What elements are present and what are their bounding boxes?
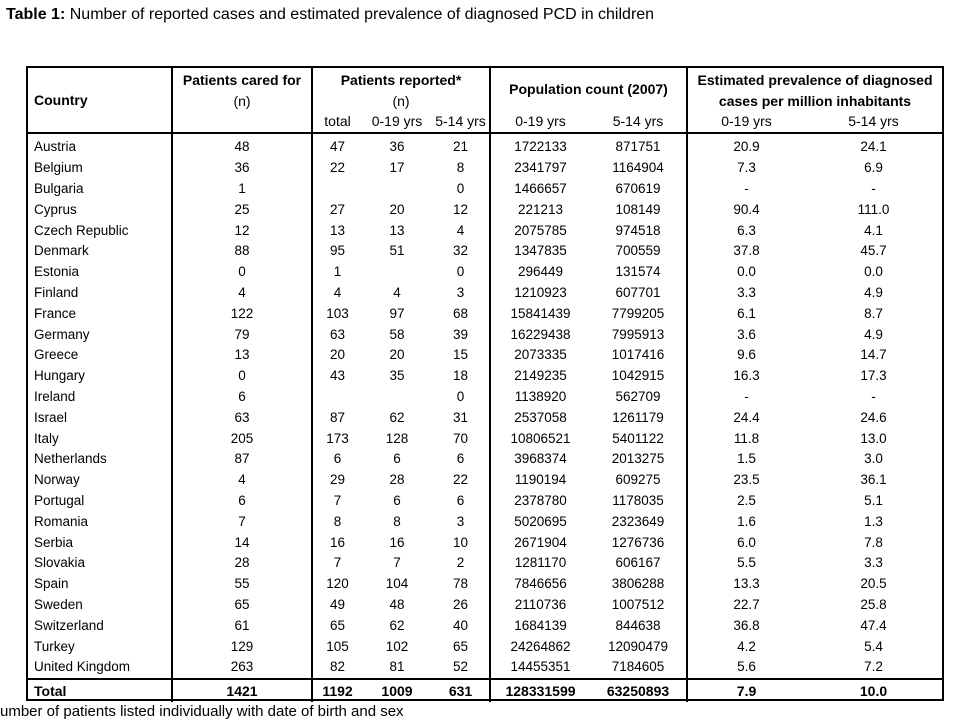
table-body bbox=[28, 133, 942, 679]
subheader-cell: total bbox=[312, 110, 362, 133]
data-cell: 7995913 bbox=[590, 324, 687, 345]
data-cell: 45.7 bbox=[860, 243, 887, 259]
data-cell: 36.1 bbox=[860, 472, 887, 488]
data-cell: 221213 bbox=[517, 201, 564, 217]
data-cell: 10806521 bbox=[510, 430, 571, 446]
data-cell: 6 bbox=[393, 492, 401, 508]
data-cell: 6.1 bbox=[737, 305, 756, 321]
country-cell: Romania bbox=[28, 511, 172, 532]
data-cell: 22 bbox=[432, 470, 490, 491]
data-cell: 8.7 bbox=[864, 305, 883, 321]
data-cell: 16 bbox=[389, 534, 405, 550]
data-cell: 16 bbox=[329, 534, 346, 550]
data-cell: 102 bbox=[385, 638, 409, 654]
data-cell: 24.4 bbox=[733, 409, 760, 425]
data-cell: 173 bbox=[326, 430, 349, 446]
data-cell: 62 bbox=[389, 617, 405, 633]
data-cell: 2013275 bbox=[590, 449, 687, 470]
table-row bbox=[28, 636, 942, 657]
data-cell: 70 bbox=[432, 428, 490, 449]
data-cell: 4.1 bbox=[864, 222, 883, 238]
data-cell: 43 bbox=[329, 368, 346, 384]
data-cell: 1281170 bbox=[514, 555, 567, 571]
data-cell: 61 bbox=[172, 615, 312, 636]
data-cell: 25.8 bbox=[860, 596, 887, 612]
country-cell: United Kingdom bbox=[28, 657, 172, 679]
data-cell: 4.2 bbox=[737, 638, 756, 654]
data-cell: 1261179 bbox=[590, 407, 687, 428]
data-cell: 5.4 bbox=[864, 638, 883, 654]
data-cell: 13 bbox=[172, 345, 312, 366]
data-cell: 63 bbox=[172, 407, 312, 428]
country-cell: Czech Republic bbox=[28, 220, 172, 241]
country-cell: Turkey bbox=[28, 636, 172, 657]
data-cell: 4 bbox=[172, 283, 312, 304]
data-cell: 2341797 bbox=[514, 160, 567, 176]
data-cell: 9.6 bbox=[737, 347, 756, 363]
data-cell: 47.4 bbox=[860, 617, 887, 633]
data-cell: 3 bbox=[432, 511, 490, 532]
header-reported: Patients reported* bbox=[312, 68, 490, 92]
data-cell: 2.5 bbox=[737, 492, 756, 508]
table-row bbox=[28, 387, 942, 408]
header-prevalence-line2: cases per million inhabitants bbox=[718, 93, 912, 109]
data-cell: 5.6 bbox=[737, 659, 756, 675]
country-cell: Austria bbox=[28, 133, 172, 158]
data-cell: 562709 bbox=[590, 387, 687, 408]
table-row bbox=[28, 303, 942, 324]
data-cell: 65 bbox=[172, 595, 312, 616]
data-cell: 82 bbox=[329, 659, 346, 675]
data-cell: 2110736 bbox=[514, 596, 567, 612]
data-cell: 3.3 bbox=[864, 555, 883, 571]
data-cell: 15 bbox=[432, 345, 490, 366]
data-cell: 1138920 bbox=[514, 388, 567, 404]
data-cell: 7846656 bbox=[514, 576, 567, 592]
data-cell: 23.5 bbox=[733, 472, 760, 488]
data-cell: 20.5 bbox=[860, 576, 887, 592]
data-cell: 68 bbox=[432, 303, 490, 324]
data-cell: 22 bbox=[329, 160, 346, 176]
data-cell bbox=[312, 387, 362, 408]
country-cell: Greece bbox=[28, 345, 172, 366]
data-cell: 52 bbox=[432, 657, 490, 679]
data-cell: 205 bbox=[172, 428, 312, 449]
data-cell: 13.0 bbox=[860, 430, 887, 446]
data-cell: 39 bbox=[432, 324, 490, 345]
data-cell: 111.0 bbox=[857, 201, 890, 217]
data-cell: 1.6 bbox=[737, 513, 756, 529]
table-row bbox=[28, 553, 942, 574]
data-cell: 48 bbox=[389, 596, 405, 612]
data-cell: 4.9 bbox=[864, 326, 883, 342]
data-cell: 12090479 bbox=[590, 636, 687, 657]
data-cell: 700559 bbox=[590, 241, 687, 262]
subheader-cell: 0-19 yrs bbox=[687, 110, 805, 133]
data-cell: 13 bbox=[329, 222, 346, 238]
country-cell: Finland bbox=[28, 283, 172, 304]
total-cell: 128331599 bbox=[490, 679, 590, 702]
data-cell: 24.1 bbox=[860, 139, 887, 155]
table-row bbox=[28, 657, 942, 679]
table-row bbox=[28, 407, 942, 428]
total-cell: 1192 bbox=[312, 679, 362, 702]
data-cell: 7 bbox=[333, 555, 342, 571]
table-row bbox=[28, 241, 942, 262]
data-cell: 844638 bbox=[590, 615, 687, 636]
data-cell: 7184605 bbox=[590, 657, 687, 679]
table-row bbox=[28, 574, 942, 595]
data-cell: 0 bbox=[172, 366, 312, 387]
data-cell: 16229438 bbox=[510, 326, 571, 342]
data-cell: 26 bbox=[432, 595, 490, 616]
data-cell: 1347835 bbox=[514, 243, 567, 259]
subheader-cell: 5-14 yrs bbox=[432, 110, 490, 133]
data-cell: 36 bbox=[389, 139, 405, 155]
data-cell: 1190194 bbox=[514, 472, 567, 488]
data-cell: 103 bbox=[326, 305, 349, 321]
data-cell: 78 bbox=[432, 574, 490, 595]
data-cell: 11.8 bbox=[733, 430, 760, 446]
total-row bbox=[28, 679, 942, 702]
data-cell: 4 bbox=[172, 470, 312, 491]
data-cell: 7.8 bbox=[864, 534, 883, 550]
country-cell: Hungary bbox=[28, 366, 172, 387]
data-cell: 13 bbox=[389, 222, 405, 238]
data-cell: 1042915 bbox=[590, 366, 687, 387]
data-cell: 28 bbox=[389, 472, 405, 488]
country-cell: Cyprus bbox=[28, 199, 172, 220]
table-footnote: umber of patients listed individually with date of birth and sex bbox=[0, 703, 404, 720]
data-cell: 14455351 bbox=[510, 659, 571, 675]
data-cell: 3968374 bbox=[514, 451, 567, 467]
table-row bbox=[28, 133, 942, 158]
total-cell: 10.0 bbox=[805, 679, 942, 702]
data-cell: 4 bbox=[432, 220, 490, 241]
table-row bbox=[28, 491, 942, 512]
data-cell: 1.3 bbox=[864, 513, 883, 529]
data-cell: 0.0 bbox=[864, 264, 883, 280]
data-cell: 974518 bbox=[590, 220, 687, 241]
data-cell: 1178035 bbox=[590, 491, 687, 512]
data-cell bbox=[362, 387, 432, 408]
data-cell: 17.3 bbox=[860, 368, 887, 384]
table-row bbox=[28, 511, 942, 532]
data-cell: 5020695 bbox=[514, 513, 567, 529]
data-cell: 7.2 bbox=[864, 659, 883, 675]
data-cell: 95 bbox=[329, 243, 346, 259]
total-cell: Total bbox=[28, 679, 172, 702]
total-cell: 1421 bbox=[172, 679, 312, 702]
data-cell: 7 bbox=[393, 555, 401, 571]
data-cell: 20 bbox=[329, 347, 346, 363]
table-row bbox=[28, 345, 942, 366]
data-cell: 65 bbox=[432, 636, 490, 657]
data-cell: 37.8 bbox=[733, 243, 760, 259]
data-cell: 6.3 bbox=[737, 222, 756, 238]
data-cell: 263 bbox=[172, 657, 312, 679]
data-cell: 25 bbox=[172, 199, 312, 220]
data-cell: 670619 bbox=[590, 179, 687, 200]
data-cell: 18 bbox=[432, 366, 490, 387]
data-cell: 128 bbox=[385, 430, 409, 446]
data-cell: 8 bbox=[333, 513, 342, 529]
data-cell: 871751 bbox=[590, 133, 687, 158]
data-cell: 607701 bbox=[590, 283, 687, 304]
data-cell: 31 bbox=[432, 407, 490, 428]
data-cell: 7 bbox=[333, 492, 342, 508]
data-cell: 4 bbox=[333, 284, 342, 300]
country-cell: Italy bbox=[28, 428, 172, 449]
data-cell: 296449 bbox=[517, 264, 564, 280]
subheader-cell: 0-19 yrs bbox=[362, 110, 432, 133]
data-cell: 1 bbox=[333, 264, 342, 280]
data-cell: 22.7 bbox=[733, 596, 760, 612]
data-cell: 1722133 bbox=[514, 139, 567, 155]
country-cell: Germany bbox=[28, 324, 172, 345]
table-row bbox=[28, 158, 942, 179]
data-cell: 2073335 bbox=[514, 347, 567, 363]
country-cell: Estonia bbox=[28, 262, 172, 283]
total-cell: 7.9 bbox=[687, 679, 805, 702]
data-cell: - bbox=[871, 180, 876, 196]
data-cell: 90.4 bbox=[733, 201, 760, 217]
table-row bbox=[28, 428, 942, 449]
data-cell: 3.0 bbox=[864, 451, 883, 467]
data-cell: 62 bbox=[389, 409, 405, 425]
data-cell: 5401122 bbox=[590, 428, 687, 449]
data-cell: 6.0 bbox=[737, 534, 756, 550]
data-cell: 48 bbox=[172, 133, 312, 158]
data-cell: 35 bbox=[389, 368, 405, 384]
header-cared: Patients cared for bbox=[172, 68, 312, 92]
data-cell: 4 bbox=[393, 284, 401, 300]
country-cell: Slovakia bbox=[28, 553, 172, 574]
data-cell: 8 bbox=[432, 158, 490, 179]
table-row bbox=[28, 470, 942, 491]
data-cell: 29 bbox=[329, 472, 346, 488]
data-cell: 2 bbox=[432, 553, 490, 574]
table-row bbox=[28, 262, 942, 283]
data-cell: 10 bbox=[432, 532, 490, 553]
total-cell: 63250893 bbox=[590, 679, 687, 702]
data-cell: 20 bbox=[389, 347, 405, 363]
data-cell: 87 bbox=[329, 409, 346, 425]
country-cell: Portugal bbox=[28, 491, 172, 512]
data-cell: 17 bbox=[389, 160, 405, 176]
data-cell: 49 bbox=[329, 596, 346, 612]
data-cell: 13.3 bbox=[733, 576, 760, 592]
country-cell: Belgium bbox=[28, 158, 172, 179]
data-cell: 3.6 bbox=[737, 326, 756, 342]
data-cell: 0 bbox=[432, 179, 490, 200]
data-cell: 3.3 bbox=[737, 284, 756, 300]
data-cell: 79 bbox=[172, 324, 312, 345]
table-row bbox=[28, 220, 942, 241]
table-row bbox=[28, 324, 942, 345]
data-cell: 108149 bbox=[590, 199, 687, 220]
table-row bbox=[28, 179, 942, 200]
data-cell: 36.8 bbox=[733, 617, 760, 633]
data-cell: 0 bbox=[432, 387, 490, 408]
country-cell: France bbox=[28, 303, 172, 324]
data-cell: 0 bbox=[432, 262, 490, 283]
data-cell: - bbox=[744, 180, 749, 196]
data-cell: 36 bbox=[172, 158, 312, 179]
table-caption-label: Table 1: bbox=[6, 6, 66, 23]
prevalence-table bbox=[28, 68, 942, 702]
data-cell: 4.9 bbox=[864, 284, 883, 300]
data-cell: 0.0 bbox=[737, 264, 756, 280]
country-cell: Norway bbox=[28, 470, 172, 491]
data-cell: 2671904 bbox=[514, 534, 567, 550]
data-cell: - bbox=[744, 388, 749, 404]
table-row bbox=[28, 199, 942, 220]
data-cell: 120 bbox=[326, 576, 349, 592]
data-cell: 6 bbox=[172, 387, 312, 408]
country-cell: Switzerland bbox=[28, 615, 172, 636]
table-caption-text: Number of reported cases and estimated prevalence of diagnosed PCD in children bbox=[69, 6, 655, 23]
table-row bbox=[28, 615, 942, 636]
data-cell: 122 bbox=[172, 303, 312, 324]
data-cell: 129 bbox=[172, 636, 312, 657]
data-cell: 28 bbox=[172, 553, 312, 574]
header-population: Population count (2007) bbox=[490, 68, 687, 110]
data-cell: 609275 bbox=[590, 470, 687, 491]
data-cell: 2149235 bbox=[514, 368, 567, 384]
data-cell: 6.9 bbox=[864, 160, 883, 176]
data-cell: 16.3 bbox=[733, 368, 760, 384]
data-cell: 14.7 bbox=[860, 347, 887, 363]
data-cell: 15841439 bbox=[510, 305, 571, 321]
data-cell: 1.5 bbox=[737, 451, 756, 467]
table-row bbox=[28, 449, 942, 470]
data-cell: 5.1 bbox=[864, 492, 883, 508]
data-cell: 20 bbox=[389, 201, 405, 217]
data-cell: 81 bbox=[389, 659, 405, 675]
data-cell: 3806288 bbox=[590, 574, 687, 595]
data-cell: 3 bbox=[432, 283, 490, 304]
data-cell: 1 bbox=[172, 179, 312, 200]
country-cell: Ireland bbox=[28, 387, 172, 408]
data-cell: 32 bbox=[432, 241, 490, 262]
data-cell: 65 bbox=[329, 617, 346, 633]
table-row bbox=[28, 283, 942, 304]
data-cell bbox=[362, 262, 432, 283]
country-cell: Israel bbox=[28, 407, 172, 428]
data-cell: 55 bbox=[172, 574, 312, 595]
data-cell: 1164904 bbox=[590, 158, 687, 179]
data-cell: 21 bbox=[432, 133, 490, 158]
data-cell bbox=[362, 179, 432, 200]
data-cell: 20.9 bbox=[733, 139, 760, 155]
data-cell: 12 bbox=[172, 220, 312, 241]
data-cell: 88 bbox=[172, 241, 312, 262]
data-cell: 6 bbox=[333, 451, 342, 467]
data-cell: 87 bbox=[172, 449, 312, 470]
data-cell: 5.5 bbox=[737, 555, 756, 571]
data-cell bbox=[312, 179, 362, 200]
data-cell: 6 bbox=[432, 449, 490, 470]
data-cell: 24.6 bbox=[860, 409, 887, 425]
data-cell: 0 bbox=[172, 262, 312, 283]
data-cell: 6 bbox=[432, 491, 490, 512]
table-caption bbox=[6, 6, 654, 24]
data-cell: 58 bbox=[389, 326, 405, 342]
data-cell: 51 bbox=[389, 243, 405, 259]
data-cell: 2537058 bbox=[514, 409, 567, 425]
data-cell: 63 bbox=[329, 326, 346, 342]
header-prevalence: Estimated prevalence of diagnosed bbox=[697, 72, 933, 88]
data-cell: 7 bbox=[172, 511, 312, 532]
data-cell: 12 bbox=[432, 199, 490, 220]
header-country: Country bbox=[28, 68, 172, 133]
data-cell: 1276736 bbox=[590, 532, 687, 553]
data-cell: 14 bbox=[172, 532, 312, 553]
header-cared-blank bbox=[172, 110, 312, 133]
data-cell: 6 bbox=[172, 491, 312, 512]
subheader-cell: 0-19 yrs bbox=[490, 110, 590, 133]
data-cell: 1684139 bbox=[514, 617, 567, 633]
table-row bbox=[28, 366, 942, 387]
data-cell: 8 bbox=[393, 513, 401, 529]
country-cell: Bulgaria bbox=[28, 179, 172, 200]
data-cell: 97 bbox=[389, 305, 405, 321]
data-cell: 7.3 bbox=[737, 160, 756, 176]
data-cell: 131574 bbox=[590, 262, 687, 283]
data-cell: 104 bbox=[385, 576, 409, 592]
subheader-cell: 5-14 yrs bbox=[805, 110, 942, 133]
data-cell: 40 bbox=[432, 615, 490, 636]
table-row bbox=[28, 532, 942, 553]
data-cell: 1017416 bbox=[590, 345, 687, 366]
data-cell: 7799205 bbox=[590, 303, 687, 324]
header-cared-unit: (n) bbox=[172, 92, 312, 110]
data-cell: - bbox=[871, 388, 876, 404]
country-cell: Serbia bbox=[28, 532, 172, 553]
subheader-cell: 5-14 yrs bbox=[590, 110, 687, 133]
data-cell: 24264862 bbox=[510, 638, 571, 654]
country-cell: Sweden bbox=[28, 595, 172, 616]
data-cell: 6 bbox=[393, 451, 401, 467]
data-cell: 606167 bbox=[590, 553, 687, 574]
data-cell: 27 bbox=[329, 201, 346, 217]
data-cell: 105 bbox=[326, 638, 349, 654]
total-cell: 631 bbox=[432, 679, 490, 702]
data-cell: 1466657 bbox=[514, 180, 567, 196]
country-cell: Denmark bbox=[28, 241, 172, 262]
country-cell: Spain bbox=[28, 574, 172, 595]
data-cell: 1007512 bbox=[590, 595, 687, 616]
table-row bbox=[28, 595, 942, 616]
table-frame bbox=[26, 66, 944, 701]
country-cell: Netherlands bbox=[28, 449, 172, 470]
total-cell: 1009 bbox=[362, 679, 432, 702]
data-cell: 2323649 bbox=[590, 511, 687, 532]
data-cell: 2075785 bbox=[514, 222, 567, 238]
data-cell: 1210923 bbox=[514, 284, 567, 300]
header-reported-unit: (n) bbox=[312, 92, 490, 110]
data-cell: 47 bbox=[329, 139, 346, 155]
data-cell: 2378780 bbox=[514, 492, 567, 508]
